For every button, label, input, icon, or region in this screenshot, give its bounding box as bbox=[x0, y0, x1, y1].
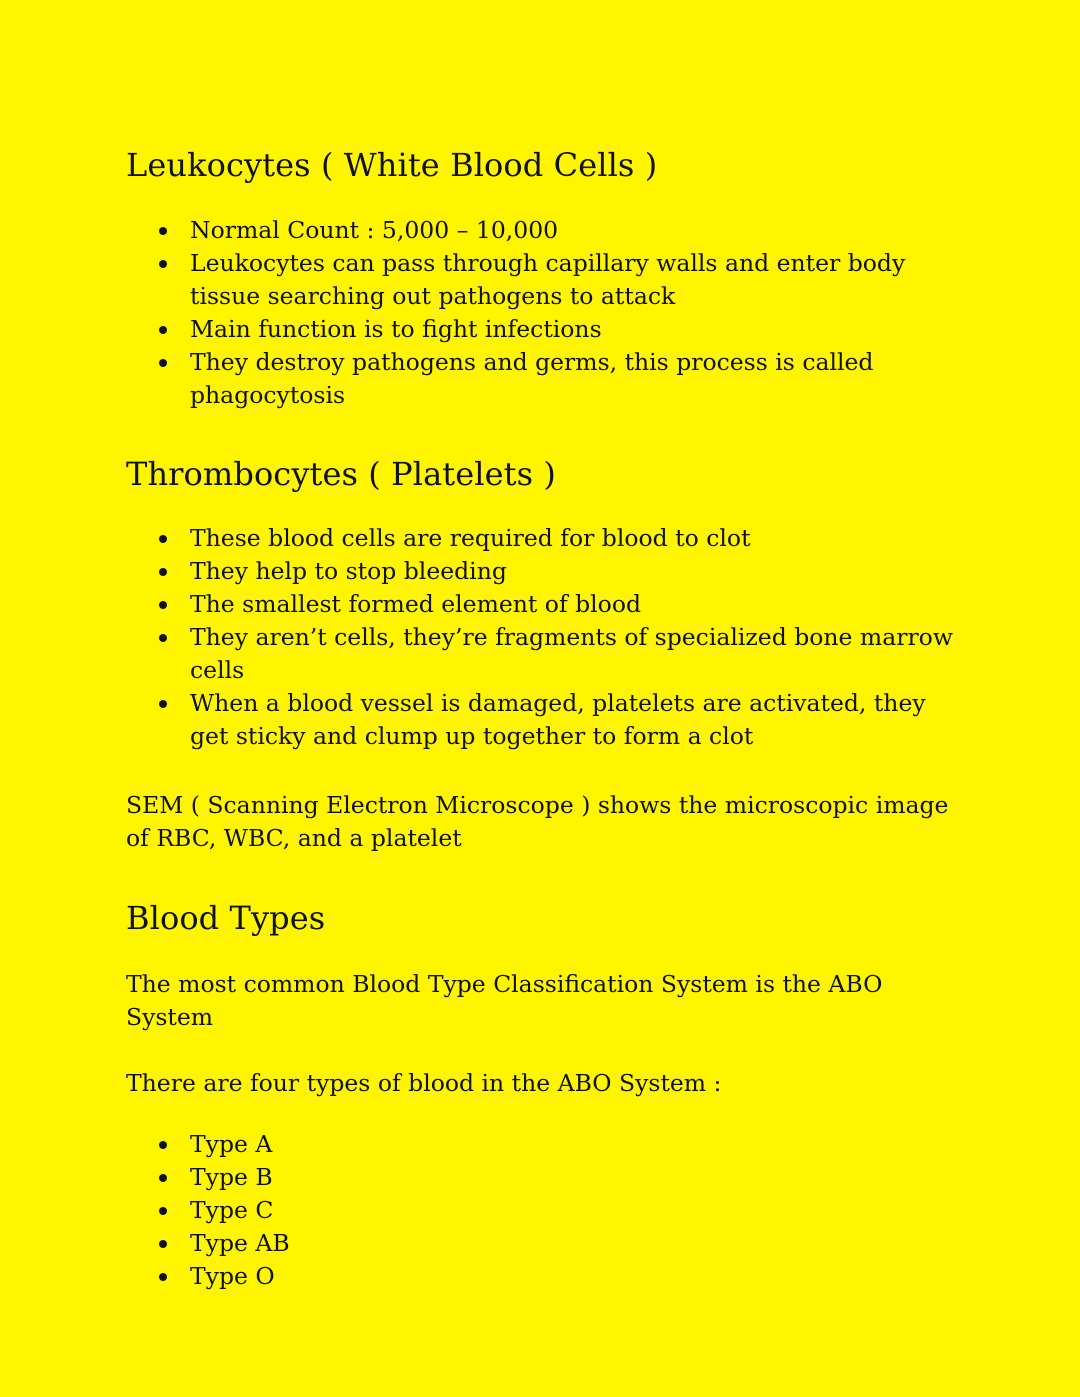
spacer bbox=[126, 1034, 956, 1067]
list-item-label: Main function is to fight infections bbox=[190, 315, 602, 343]
heading-blood-types: Blood Types bbox=[126, 899, 326, 937]
document-content bbox=[126, 144, 956, 1293]
spacer bbox=[126, 1100, 956, 1128]
spacer bbox=[126, 855, 956, 897]
list-item-label: Type AB bbox=[190, 1229, 290, 1257]
bullet-icon bbox=[158, 214, 168, 247]
bullet-icon bbox=[158, 588, 168, 621]
spacer bbox=[126, 939, 956, 968]
list-item bbox=[126, 346, 956, 412]
bullet-icon bbox=[158, 1128, 168, 1161]
list-item bbox=[126, 522, 956, 555]
list-leukocytes bbox=[126, 214, 956, 412]
list-item-label: Type O bbox=[190, 1262, 275, 1290]
list-item-label: Type A bbox=[190, 1130, 273, 1158]
list-item bbox=[126, 247, 956, 313]
spacer bbox=[126, 753, 956, 789]
list-item bbox=[126, 555, 956, 588]
heading-leukocytes: Leukocytes ( White Blood Cells ) bbox=[126, 146, 658, 184]
list-item-label: Type B bbox=[190, 1163, 273, 1191]
bullet-icon bbox=[158, 1260, 168, 1293]
bullet-icon bbox=[158, 1194, 168, 1227]
spacer bbox=[126, 412, 956, 453]
list-item-label: Leukocytes can pass through capillary walls and enter body tissue searching out pathogens to attack bbox=[190, 249, 906, 310]
list-item bbox=[126, 1194, 956, 1227]
bullet-icon bbox=[158, 346, 168, 379]
bullet-icon bbox=[158, 1161, 168, 1194]
paragraph-abo-intro: The most common Blood Type Classification System is the ABO System bbox=[126, 970, 883, 1031]
list-item bbox=[126, 588, 956, 621]
spacer bbox=[126, 186, 956, 214]
list-item-label: They destroy pathogens and germs, this process is called phagocytosis bbox=[190, 348, 874, 409]
list-thrombocytes bbox=[126, 522, 956, 753]
list-item bbox=[126, 214, 956, 247]
bullet-icon bbox=[158, 313, 168, 346]
list-item bbox=[126, 1128, 956, 1161]
list-blood-types bbox=[126, 1128, 956, 1293]
bullet-icon bbox=[158, 522, 168, 555]
list-item-label: Type C bbox=[190, 1196, 274, 1224]
bullet-icon bbox=[158, 1227, 168, 1260]
bullet-icon bbox=[158, 555, 168, 588]
list-item-label: They aren’t cells, they’re fragments of specialized bone marrow cells bbox=[190, 623, 953, 684]
list-item-label: The smallest formed element of blood bbox=[190, 590, 642, 618]
paragraph-sem-note: SEM ( Scanning Electron Microscope ) shows the microscopic image of RBC, WBC, and a platelet bbox=[126, 791, 949, 852]
list-item bbox=[126, 1260, 956, 1293]
paragraph-abo-count: There are four types of blood in the ABO System : bbox=[126, 1069, 722, 1097]
list-item bbox=[126, 1161, 956, 1194]
list-item bbox=[126, 687, 956, 753]
spacer bbox=[126, 495, 956, 522]
list-item-label: They help to stop bleeding bbox=[190, 557, 507, 585]
heading-thrombocytes: Thrombocytes ( Platelets ) bbox=[126, 455, 557, 493]
list-item-label: Normal Count : 5,000 – 10,000 bbox=[190, 216, 559, 244]
bullet-icon bbox=[158, 687, 168, 720]
list-item-label: These blood cells are required for blood to clot bbox=[190, 524, 751, 552]
bullet-icon bbox=[158, 621, 168, 654]
list-item-label: When a blood vessel is damaged, platelets are activated, they get sticky and clump up together to form a clot bbox=[190, 689, 926, 750]
list-item bbox=[126, 313, 956, 346]
list-item bbox=[126, 1227, 956, 1260]
bullet-icon bbox=[158, 247, 168, 280]
list-item bbox=[126, 621, 956, 687]
